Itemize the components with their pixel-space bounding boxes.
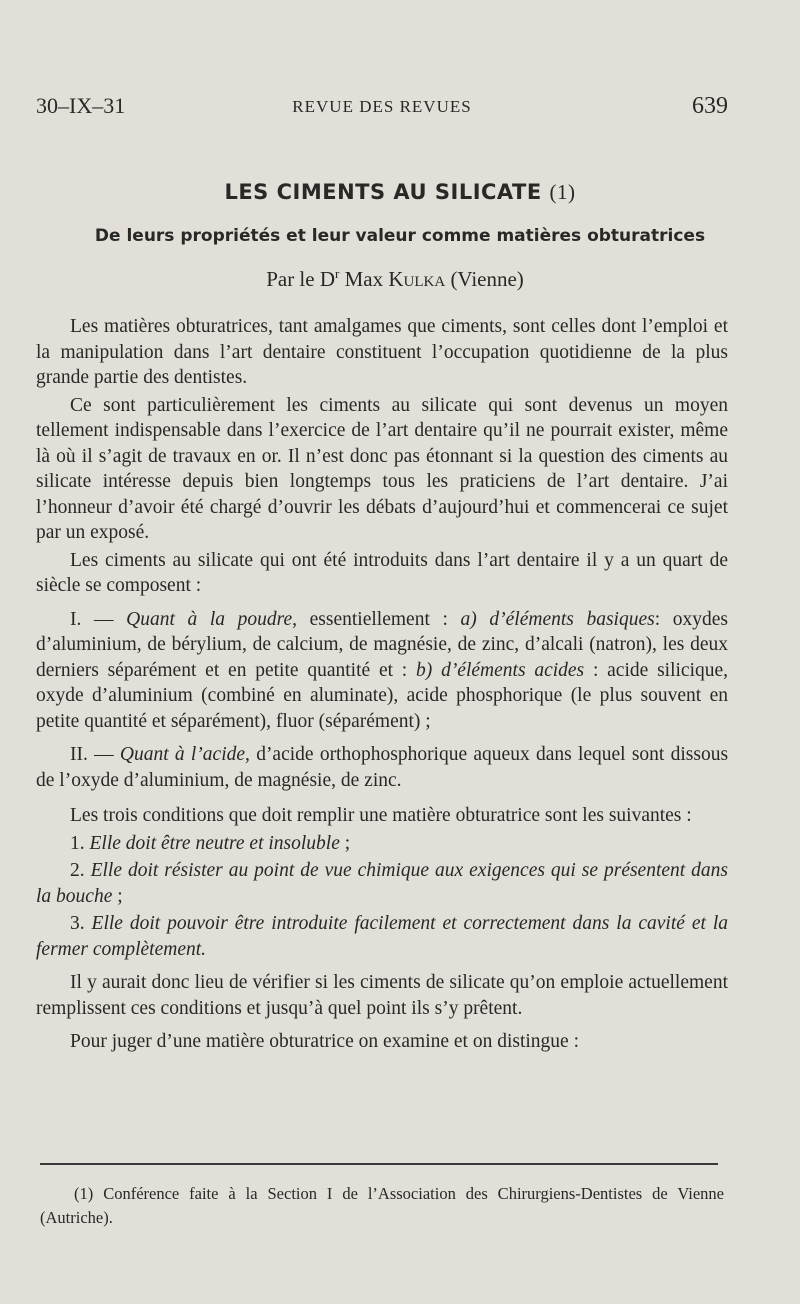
paragraph-7: Il y aurait donc lieu de vérifier si les ciments de silicate qu’on emploie actuellement remplissent ces conditions et jusqu’à quel point ils s’y prêtent.	[36, 972, 728, 1019]
article-title-text: LES CIMENTS AU SILICATE	[224, 180, 542, 204]
condition-1-number: 1.	[70, 832, 85, 854]
paragraph-acid	[36, 742, 728, 793]
powder-text-1: essentiellement :	[309, 608, 448, 630]
acid-number: II. —	[70, 744, 114, 765]
byline-prefix: Par le D	[266, 267, 336, 291]
condition-2-number: 2.	[70, 860, 85, 881]
condition-2-end: ;	[117, 885, 123, 907]
acid-elements-label: b) d’éléments acides	[416, 659, 585, 681]
byline-sup: r	[335, 266, 340, 281]
journal-name: REVUE DES REVUES	[292, 97, 472, 116]
byline	[0, 266, 790, 292]
article-subtitle: De leurs propriétés et leur valeur comme matières obturatrices	[94, 226, 706, 246]
condition-1	[36, 831, 728, 857]
basic-elements-label: a) d’éléments basiques	[460, 608, 655, 630]
paragraph-8: Pour juger d’une matière obturatrice on examine et on distingue :	[70, 1031, 580, 1052]
article-title	[0, 180, 800, 205]
issue-date: 30–IX–31	[36, 93, 126, 118]
condition-1-text: Elle doit être neutre et insoluble	[89, 832, 340, 854]
footnote-marker: (1)	[74, 1184, 94, 1203]
paragraph-1: Les matières obturatrices, tant amalgames que ciments, sont celles dont l’emploi et la manipulation dans l’art dentaire constituent l’occupation quotidienne de la plus grande partie des dentistes.	[36, 316, 728, 388]
condition-2	[36, 858, 728, 909]
footnote	[40, 1182, 724, 1230]
paragraph-2: Ce sont particulièrement les ciments au silicate qui sont devenus un moyen tellement indispensable dans l’exercice de l’art dentaire qu’il ne pourrait exister, même là où il s’agit de travaux en or. Il n’est donc pas étonnant si la question des ciments au silicate intéresse depuis bien longtemps tous les praticiens de l’art dentaire. J’ai l’honneur d’avoir été chargé d’ouvrir les débats d’aujourd’hui et commencerai ce sujet par un exposé.	[36, 394, 728, 543]
paragraph-powder	[36, 607, 728, 735]
paragraph-3: Les ciments au silicate qui ont été introduits dans l’art dentaire il y a un quart de siècle se composent :	[36, 549, 728, 596]
acid-text: d’acide orthophosphorique aqueux dans lequel sont dissous de l’oxyde d’aluminium, de magnésie, de zinc.	[36, 744, 729, 791]
page-number: 639	[692, 93, 728, 119]
powder-text-2: : oxydes d’aluminium, de bérylium, de calcium, de magnésie, de zinc, d’alcali (natron), les deux derniers séparément et en petite quantité et :	[36, 608, 729, 681]
condition-3-number: 3.	[70, 913, 85, 934]
author-last-name: Kulka	[388, 267, 446, 291]
author-first-name: Max	[344, 267, 384, 291]
acid-heading: Quant à l’acide,	[119, 744, 250, 765]
powder-text-3: : acide silicique, oxyde d’aluminium (combiné en aluminate), acide phosphorique (le plus souvent en petite quantité et séparément), fluor (séparément) ;	[36, 659, 729, 732]
footnote-text: Conférence faite à la Section I de l’Association des Chirurgiens-Dentistes de Vienne (Autriche).	[40, 1184, 724, 1227]
running-head	[36, 93, 728, 123]
article-body	[36, 314, 728, 1057]
paragraph-conditions-intro: Les trois conditions que doit remplir une matière obturatrice sont les suivantes :	[70, 805, 692, 826]
condition-3	[36, 911, 728, 962]
powder-heading: Quant à la poudre,	[126, 608, 298, 630]
condition-2-text: Elle doit résister au point de vue chimique aux exigences qui se présentent dans la bouche	[36, 860, 729, 907]
author-place: (Vienne)	[450, 267, 524, 291]
footnote-divider	[40, 1163, 718, 1165]
powder-number: I. —	[70, 608, 114, 630]
title-footnote-ref: (1)	[549, 180, 576, 204]
condition-3-text: Elle doit pouvoir être introduite facilement et correctement dans la cavité et la fermer complètement.	[36, 913, 728, 960]
condition-1-end: ;	[344, 832, 351, 854]
